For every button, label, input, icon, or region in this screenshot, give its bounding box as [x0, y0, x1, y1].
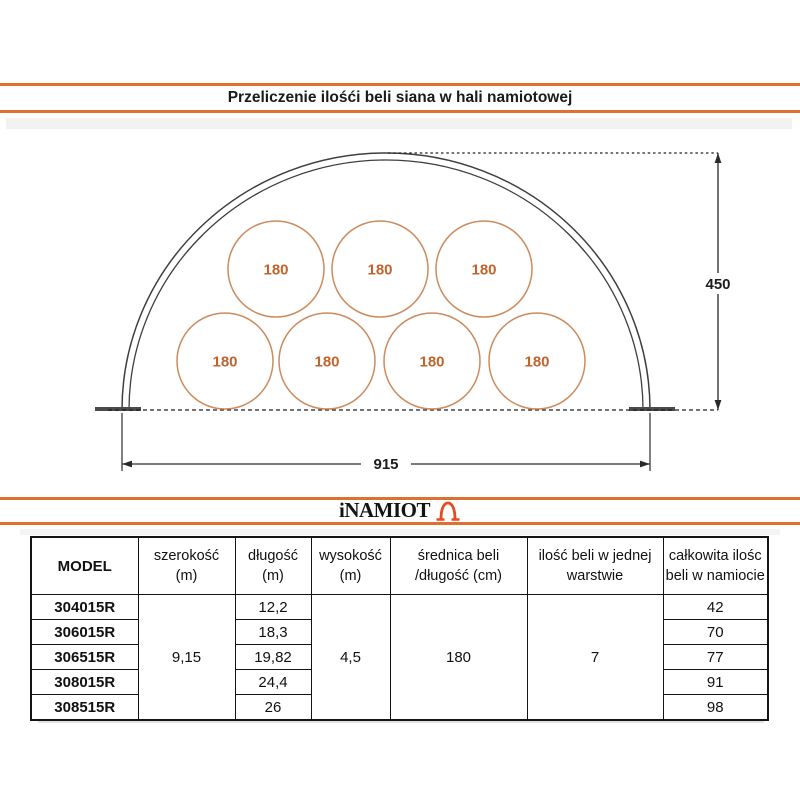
tent-arch-icon [435, 499, 461, 522]
arrow-right-icon [640, 461, 650, 468]
height-dimension [698, 153, 738, 410]
height-dim-label: 450 [705, 276, 731, 293]
width-merged-cell: 9,15 [138, 595, 235, 721]
bale-label: 180 [524, 353, 550, 371]
total-bales-cell: 70 [663, 620, 768, 645]
bale-label: 180 [263, 261, 289, 279]
width-dim-label: 915 [373, 456, 399, 473]
hay-bales [177, 221, 585, 409]
model-cell: 304015R [31, 595, 138, 620]
bale-label: 180 [471, 261, 497, 279]
bale-diameter-labels [212, 262, 549, 371]
header-ilosc-warstwa: ilość beli w jednej warstwie [527, 537, 663, 595]
total-bales-cell: 42 [663, 595, 768, 620]
header-wysokosc: wysokość (m) [311, 537, 390, 595]
header-srednica: średnica beli /długość (cm) [390, 537, 527, 595]
header-model: MODEL [31, 537, 138, 595]
header-calkowita: całkowita ilośc beli w namiocie [663, 537, 768, 595]
title-band-bottom-rule [0, 110, 800, 113]
model-cell: 306515R [31, 645, 138, 670]
brand-logo-text: iNAMIOT [339, 498, 430, 522]
total-bales-cell: 91 [663, 670, 768, 695]
brand-logo [0, 498, 800, 522]
width-dimension [122, 413, 650, 474]
model-cell: 306015R [31, 620, 138, 645]
length-cell: 24,4 [235, 670, 311, 695]
spec-table [30, 536, 769, 721]
model-cell: 308015R [31, 670, 138, 695]
length-cell: 12,2 [235, 595, 311, 620]
total-bales-cell: 98 [663, 695, 768, 721]
length-cell: 26 [235, 695, 311, 721]
table-shadow [38, 721, 764, 723]
length-cell: 19,82 [235, 645, 311, 670]
bale-label: 180 [419, 353, 445, 371]
bale-label: 180 [314, 353, 340, 371]
header-dlugosc: długość (m) [235, 537, 311, 595]
table-header-row [31, 537, 768, 595]
height-merged-cell: 4,5 [311, 595, 390, 721]
scan-artifact-stripe [6, 118, 792, 129]
bale-label: 180 [367, 261, 393, 279]
page-title: Przeliczenie ilośći beli siana w hali namiotowej [227, 89, 573, 106]
tent-cross-section-diagram [0, 130, 800, 490]
logo-band-bottom-rule [0, 522, 800, 525]
arrow-up-icon [715, 153, 722, 163]
total-bales-cell: 77 [663, 645, 768, 670]
bale-label: 180 [212, 353, 238, 371]
length-cell: 18,3 [235, 620, 311, 645]
table-row [31, 595, 768, 620]
header-szerokosc: szerokość (m) [138, 537, 235, 595]
arrow-down-icon [715, 400, 722, 410]
bale-diameter-merged-cell: 180 [390, 595, 527, 721]
bales-per-layer-merged-cell: 7 [527, 595, 663, 721]
scan-artifact-stripe [20, 529, 780, 535]
arrow-left-icon [122, 461, 132, 468]
model-cell: 308515R [31, 695, 138, 721]
